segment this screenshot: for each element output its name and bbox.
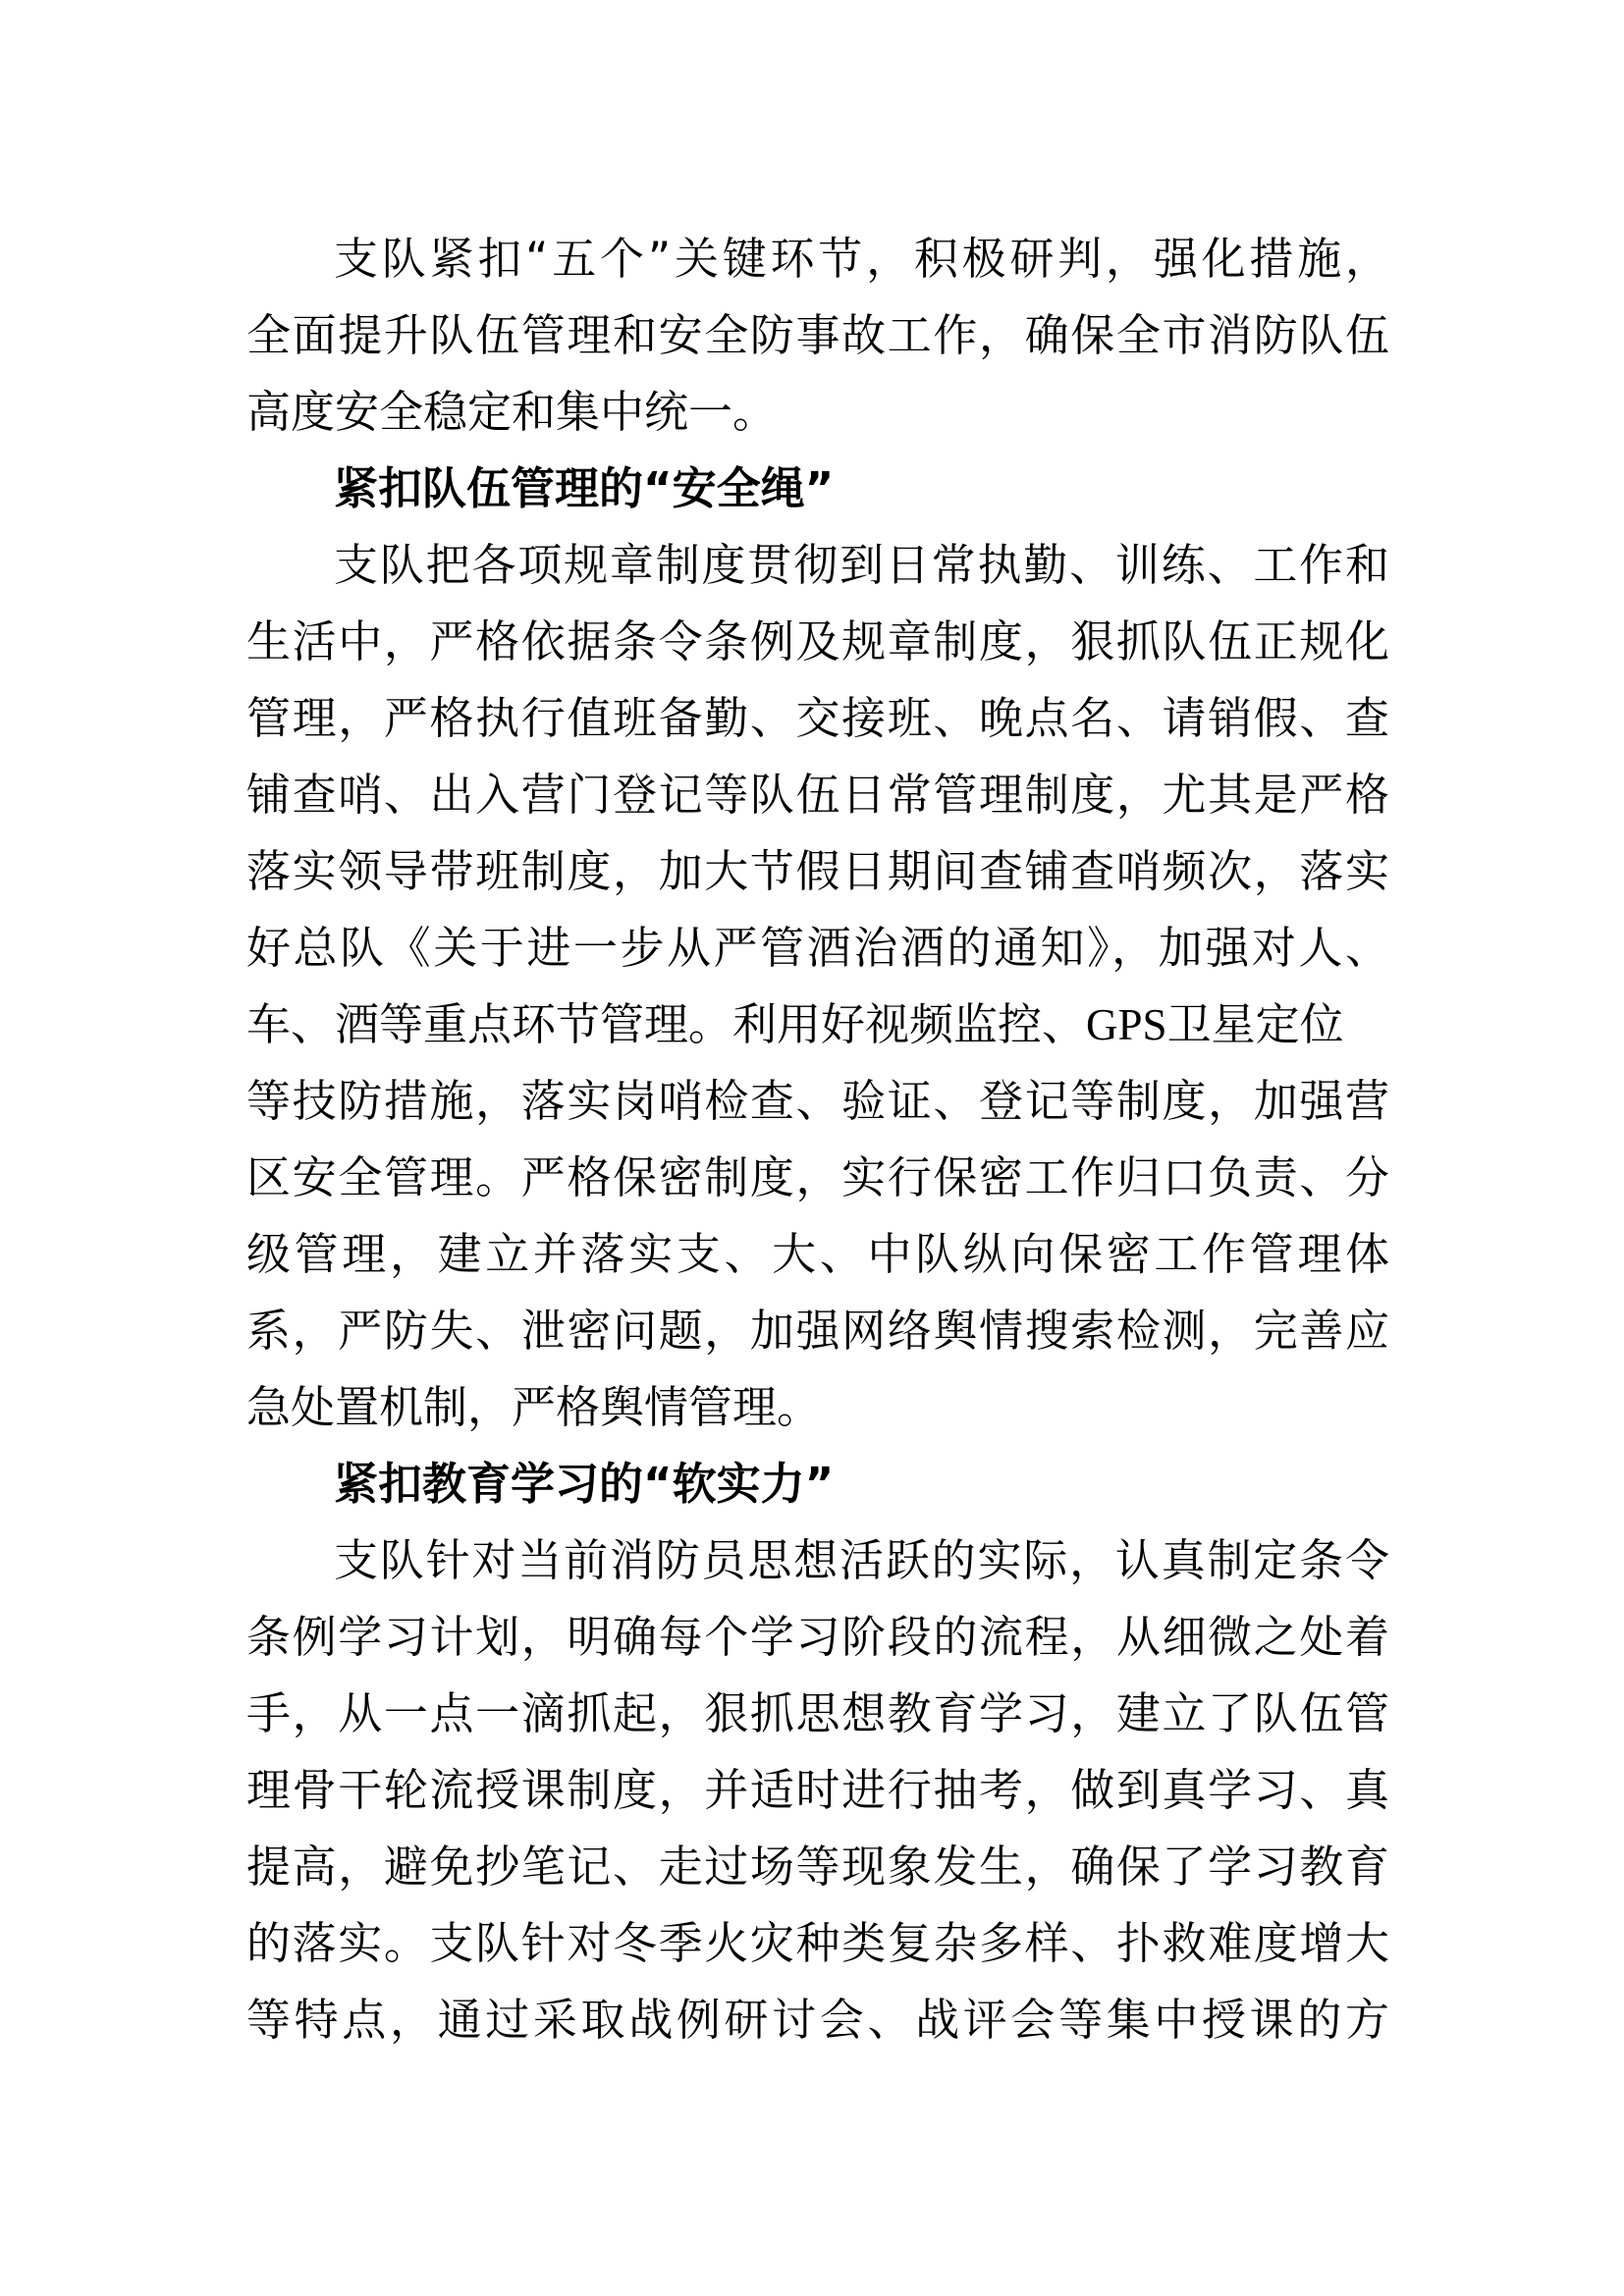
section1-line-10: 级管理，建立并落实支、大、中队纵向保密工作管理体	[246, 1228, 1389, 1280]
section1-line-12: 急处置机制，严格舆情管理。	[246, 1381, 822, 1433]
section1-line-7-start: 车、酒等重点环节管理。利用好视频监控、	[246, 998, 1087, 1050]
section1-heading: 紧扣队伍管理的“安全绳”	[334, 462, 835, 514]
section2-line-4: 理骨干轮流授课制度，并适时进行抽考，做到真学习、真	[246, 1764, 1389, 1816]
section2-line-3: 手，从一点一滴抓起，狠抓思想教育学习，建立了队伍管	[246, 1687, 1389, 1739]
section1-line-11: 系，严防失、泄密问题，加强网络舆情搜索检测，完善应	[246, 1305, 1389, 1357]
intro-line-3: 高度安全稳定和集中统一。	[246, 386, 778, 438]
section1-line-3: 管理，严格执行值班备勤、交接班、晚点名、请销假、查	[246, 692, 1389, 744]
section2-line-6: 的落实。支队针对冬季火灾种类复杂多样、扑救难度增大	[246, 1917, 1389, 1969]
intro-line-2: 全面提升队伍管理和安全防事故工作，确保全市消防队伍	[246, 309, 1389, 361]
section1-line-1: 支队把各项规章制度贯彻到日常执勤、训练、工作和	[334, 539, 1389, 591]
section1-line-6: 好总队《关于进一步从严管酒治酒的通知》，加强对人、	[246, 922, 1389, 974]
section2-line-5: 提高，避免抄笔记、走过场等现象发生，确保了学习教育	[246, 1841, 1389, 1893]
gps-term: GPS	[1086, 1000, 1167, 1049]
section1-line-7-end: 卫星定位	[1166, 998, 1344, 1050]
section2-line-7: 等特点，通过采取战例研讨会、战评会等集中授课的方	[246, 1994, 1389, 2046]
section2-line-1: 支队针对当前消防员思想活跃的实际，认真制定条令	[334, 1534, 1389, 1586]
intro-line-1: 支队紧扣“五个”关键环节，积极研判，强化措施，	[334, 233, 1389, 285]
section1-line-8: 等技防措施，落实岗哨检查、验证、登记等制度，加强营	[246, 1075, 1389, 1127]
section1-line-4: 铺查哨、出入营门登记等队伍日常管理制度，尤其是严格	[246, 769, 1389, 821]
section1-line-9: 区安全管理。严格保密制度，实行保密工作归口负责、分	[246, 1151, 1389, 1203]
section2-line-2: 条例学习计划，明确每个学习阶段的流程，从细微之处着	[246, 1611, 1389, 1663]
section2-heading: 紧扣教育学习的“软实力”	[334, 1458, 835, 1510]
section1-line-7	[246, 987, 1389, 1063]
section1-line-2: 生活中，严格依据条令条例及规章制度，狠抓队伍正规化	[246, 615, 1389, 667]
section1-line-5: 落实领导带班制度，加大节假日期间查铺查哨频次，落实	[246, 845, 1389, 897]
